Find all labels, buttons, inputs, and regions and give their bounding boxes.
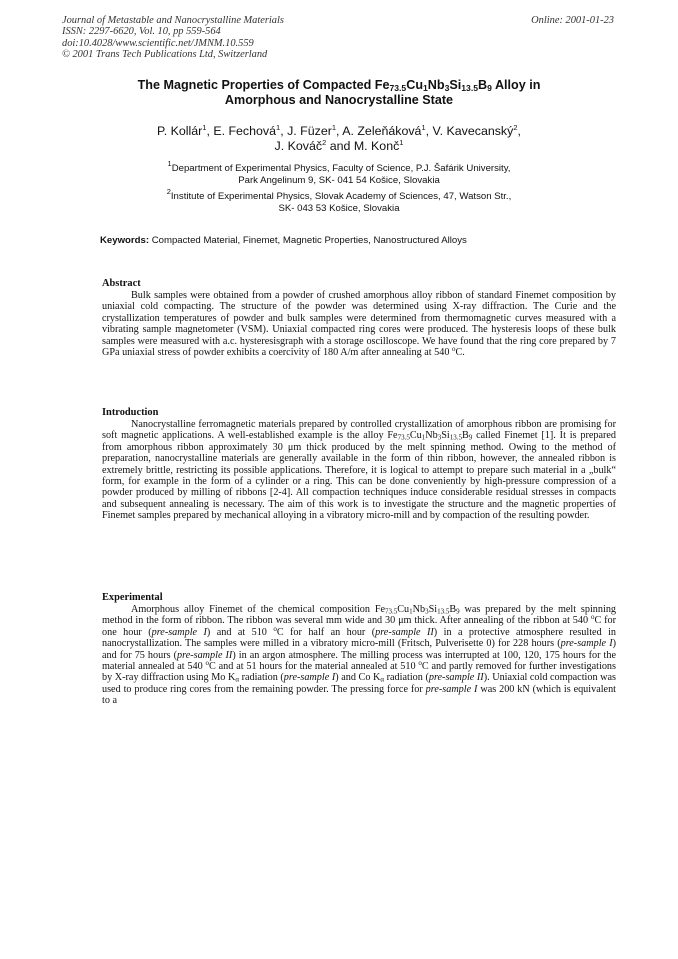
journal-header <box>62 15 614 61</box>
keywords <box>100 235 600 246</box>
author-list: P. Kollár$^1$, E. Fechová$^1$, J. Füzer$^1$, A. Zeleňáková$^1$, V. Kavecanský$^2$, J. Kováč$^2$ and M. Konč$^1$ <box>157 123 521 153</box>
author: V. Kavecanský <box>432 124 514 138</box>
journal-name: Journal of Metastable and Nanocrystalline Materials <box>62 15 284 26</box>
introduction-section <box>102 407 616 522</box>
abstract-section <box>102 278 616 358</box>
author: M. Konč <box>353 139 400 153</box>
author: J. Füzer <box>287 124 332 138</box>
abstract-heading: Abstract <box>102 278 141 289</box>
experimental-heading: Experimental <box>102 592 163 603</box>
journal-copyright: © 2001 Trans Tech Publications Ltd, Switzerland <box>62 49 268 61</box>
author: P. Kollár <box>157 124 203 138</box>
journal-doi: doi:10.4028/www.scientific.net/JMNM.10.559 <box>62 37 254 49</box>
paper-title-line2: Amorphous and Nanocrystalline State <box>224 92 454 107</box>
paper-title: The Magnetic Properties of Compacted $Fe_{73.5}Cu_1Nb_3Si_{13.5}B_9$ Alloy in Amorphous and Nanocrystalline State <box>137 78 541 107</box>
affiliation-2: $^2$Institute of Experimental Physics, Slovak Academy of Sciences, 47, Watson Str., SK- 043 53 Košice, Slovakia <box>166 187 512 214</box>
author: J. Kováč <box>274 139 323 153</box>
experimental-section <box>102 592 616 707</box>
journal-issn: ISSN: 2297-6620, Vol. 10, pp 559-564 <box>62 26 221 38</box>
keywords-label: Keywords: <box>100 235 150 246</box>
experimental-text: Amorphous alloy Finemet of the chemical composition $Fe_{73.5}Cu_1Nb_3Si_{13.5}B_9$ was prepared by the melt spinning method in the form of ribbon. The ribbon was several mm wide and 30 μm thick. After annealing of the ribbon at 540 $^o$C for one hour (pre-sample I) and at 510 $^o$C for half an hour (pre-sample II) in a protective atmosphere resulted in nanocrystallization. The samples were milled in a vibratory micro-mill (Fritsch, Pulverisette 0) for 228 hours (pre-sample I) and for 75 hours (pre-sample II) in an argon atmosphere. The milling process was interrupted at 100, 120, 175 hours for the material annealed at 540 $^o$C and at 51 hours for the material annealed at 510 $^o$C and partly removed for further investigations by X-ray diffraction using Mo $K_\alpha$ radiation (pre-sample I) and Co $K_\alpha$ radiation (pre-sample II). Uniaxial cold compaction was used to produce ring cores from the remaining powder. The pressing force for pre-sample I was 200 kN (which is equivalent to a <box>102 604 617 707</box>
introduction-text: Nanocrystalline ferromagnetic materials prepared by controlled crystallization of amorphous ribbon are promising for soft magnetic applications. A well-established example is the alloy $Fe_{73.5}Cu_1Nb_3Si_{13.5}B_9$ called Finemet [1]. It is prepared from amorphous ribbon approximately 30 μm thick produced by the melt spinning method. Owing to the method of preparation, nanocrystalline materials are generally available in the form of thin ribbon, however, the annealed ribbon is extremely brittle, restricting its possible applications. Therefore, it is logical to attempt to prepare such material in a „bulk“ form, for example in the form of a cylinder or a ring. This can be done conveniently by high-pressure compression of a powder produced by milling of ribbons [2-4]. All compaction techniques induce considerable residual stresses in compacts and subsequent annealing is necessary. The aim of this work is to investigate the structure and the magnetic properties of Finemet samples prepared by mechanical alloying in a vibratory micro-mill and by compaction of the resulting powder. <box>102 419 616 522</box>
online-date: Online: 2001-01-23 <box>531 15 614 26</box>
author: A. Zeleňáková <box>342 124 422 138</box>
abstract-text: Bulk samples were obtained from a powder of crushed amorphous alloy ribbon of standard Finemet composition by uniaxial cold compacting. The structure of the powder was determined using X-ray diffraction. The Curie and the crystallization temperatures of powder and bulk samples were determined from thermomagnetic curves measured with a vibrating sample magnetometer (VSM). Uniaxial compacted ring cores were produced. The hysteresis loops of these bulk samples were measured with a.c. hysteresisgraph with a storage oscilloscope. We have found that the ring core prepared by 7 GPa uniaxial stress of powder exhibits a coercivity of 180 A/m after annealing at 540 $^o$C. <box>102 290 616 359</box>
affiliation-1: $^1$Department of Experimental Physics, Faculty of Science, P.J. Šafárik University, Park Angelinum 9, SK- 041 54 Košice, Slovakia <box>167 159 511 186</box>
keywords-text: Compacted Material, Finemet, Magnetic Properties, Nanostructured Alloys <box>149 235 467 246</box>
introduction-heading: Introduction <box>102 407 159 418</box>
author: E. Fechová <box>213 124 277 138</box>
